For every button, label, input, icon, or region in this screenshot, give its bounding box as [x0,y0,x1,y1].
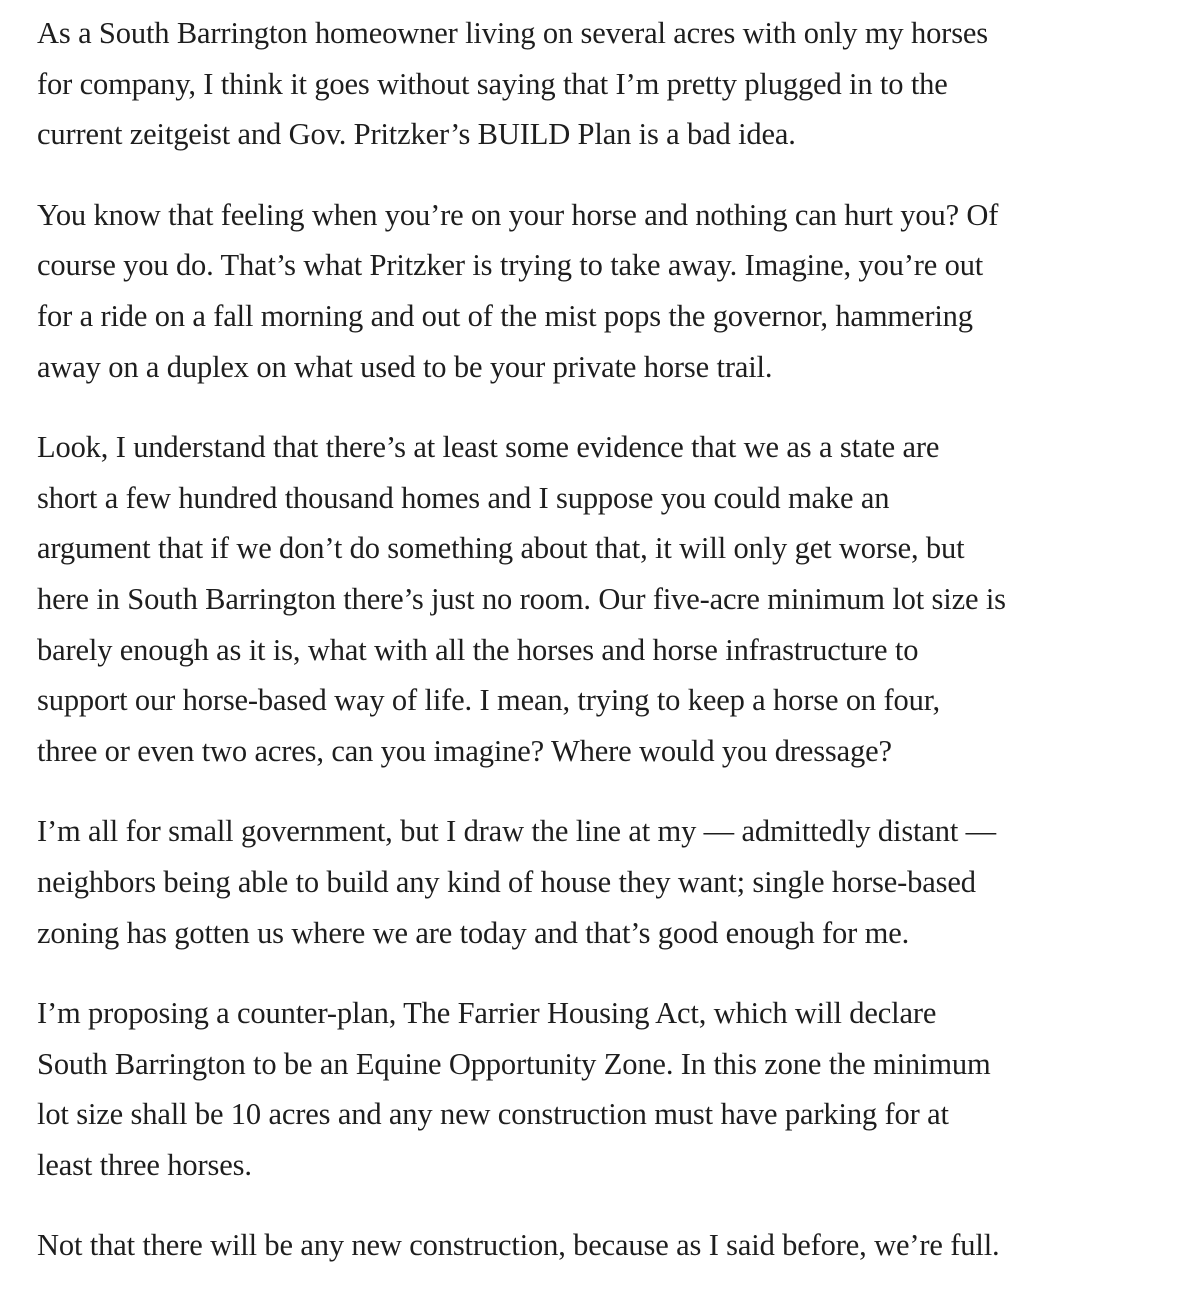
text-line: short a few hundred thousand homes and I suppose you could make an [37,480,890,515]
paragraph-counter-plan [37,988,1187,1190]
text-line: I’m proposing a counter-plan, The Farrier Housing Act, which will declare [37,996,937,1031]
paragraph-horse-feeling [37,190,1187,392]
text-line: here in South Barrington there’s just no room. Our five-acre minimum lot size is [37,581,1006,616]
text-line: You know that feeling when you’re on your horse and nothing can hurt you? Of [37,197,999,232]
paragraph-conclusion [37,1220,1187,1271]
text-line: for company, I think it goes without saying that I’m pretty plugged in to the [37,66,948,101]
text-line: lot size shall be 10 acres and any new construction must have parking for at [37,1097,949,1132]
text-line: argument that if we don’t do something about that, it will only get worse, but [37,531,965,566]
text-line: zoning has gotten us where we are today and that’s good enough for me. [37,915,910,950]
text-line: support our horse-based way of life. I mean, trying to keep a horse on four, [37,683,940,718]
text-line: away on a duplex on what used to be your private horse trail. [37,349,773,384]
text-line: Look, I understand that there’s at least some evidence that we as a state are [37,430,940,465]
text-line: for a ride on a fall morning and out of the mist pops the governor, hammering [37,298,973,333]
text-line: I’m all for small government, but I draw the line at my — admittedly distant — [37,814,996,849]
text-line: As a South Barrington homeowner living on several acres with only my horses [37,16,989,50]
paragraph-small-government [37,806,1187,958]
paragraph-housing-shortage [37,422,1187,776]
text-line: neighbors being able to build any kind of house they want; single horse-based [37,864,976,899]
text-line: least three horses. [37,1147,252,1182]
text-line: course you do. That’s what Pritzker is trying to take away. Imagine, you’re out [37,248,984,283]
text-line: barely enough as it is, what with all the horses and horse infrastructure to [37,632,919,667]
paragraph-intro [37,8,1187,160]
text-line: Not that there will be any new construction, because as I said before, we’re full. [37,1228,1000,1263]
text-line: current zeitgeist and Gov. Pritzker’s BUILD Plan is a bad idea. [37,117,796,152]
text-line: three or even two acres, can you imagine? Where would you dressage? [37,733,892,768]
text-line: South Barrington to be an Equine Opportunity Zone. In this zone the minimum [37,1046,991,1081]
article-body [37,8,1187,1301]
